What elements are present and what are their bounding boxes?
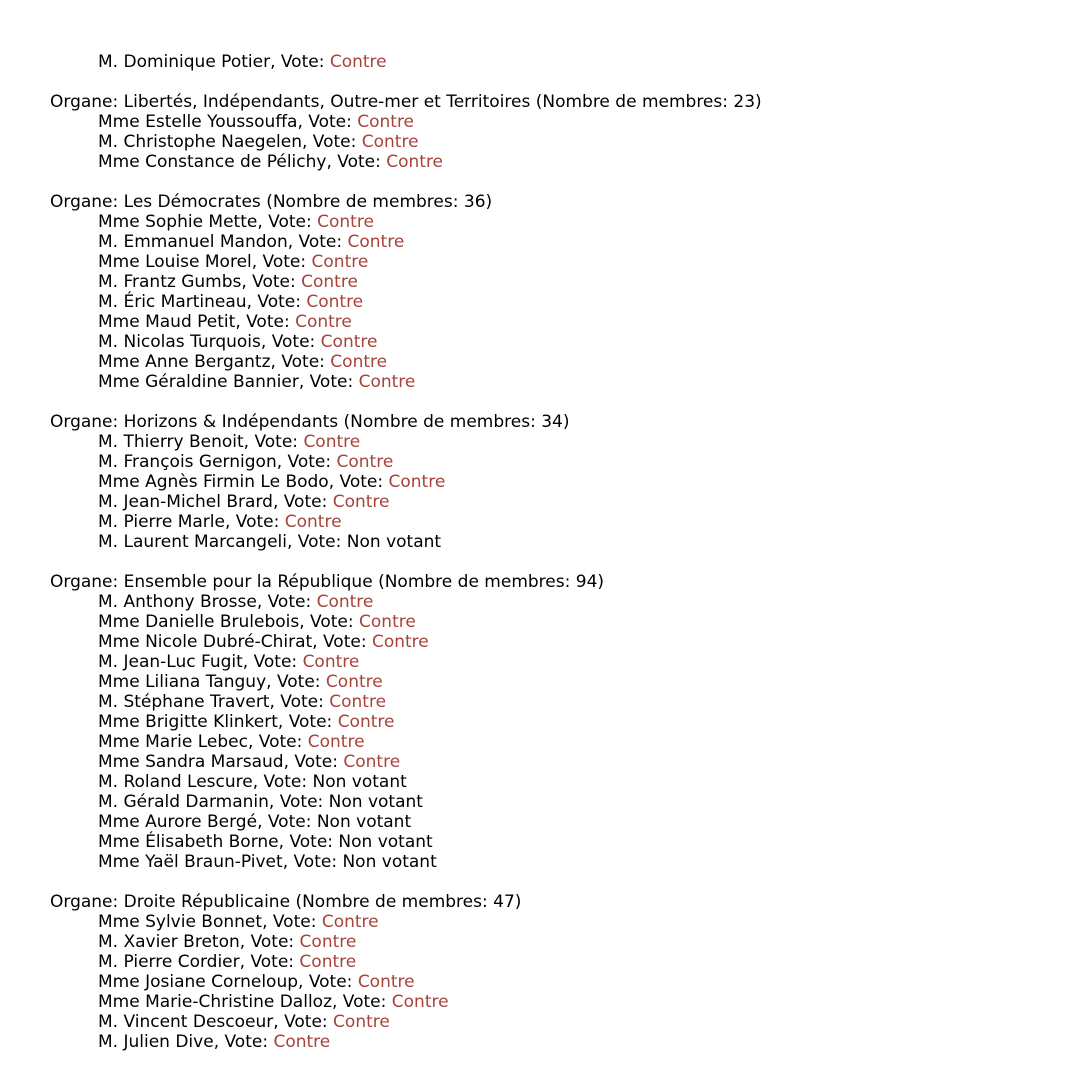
block-spacer — [50, 72, 1050, 92]
vote-contre: Contre — [361, 132, 419, 152]
vote-label: , Vote: — [251, 252, 312, 272]
member-count: 34 — [541, 412, 563, 432]
member-count: 23 — [733, 92, 756, 112]
vote-listing — [50, 52, 1050, 1052]
member-name: Mme Agnès Firmin Le Bodo — [98, 472, 329, 492]
vote-label: , Vote: — [260, 332, 321, 352]
vote-label: , Vote: — [256, 592, 317, 612]
vote-contre: Contre — [333, 1012, 390, 1032]
member-row — [50, 432, 1050, 452]
member-row — [50, 652, 1050, 672]
organe-label: Organe: — [50, 412, 124, 432]
member-count: 94 — [575, 572, 598, 592]
vote-label: , Vote: — [283, 752, 344, 772]
member-row — [50, 512, 1050, 532]
vote-contre: Contre — [330, 352, 388, 372]
member-name: M. Emmanuel Mandon — [98, 232, 288, 252]
vote-contre: Contre — [295, 312, 352, 332]
member-row — [50, 532, 1050, 552]
vote-non-votant: Non votant — [346, 532, 442, 552]
vote-label: , Vote: — [269, 692, 330, 712]
member-count-close: ) — [597, 572, 605, 592]
member-name: M. Dominique Potier — [98, 52, 271, 72]
member-name: Mme Constance de Pélichy — [98, 152, 327, 172]
vote-label: , Vote: — [246, 292, 307, 312]
vote-label: , Vote: — [298, 972, 358, 992]
vote-label: , Vote: — [247, 732, 308, 752]
member-row — [50, 632, 1050, 652]
vote-label: , Vote: — [277, 712, 338, 732]
member-name: M. Jean-Michel Brard — [98, 492, 273, 512]
vote-contre: Contre — [299, 932, 357, 952]
block-spacer — [50, 172, 1050, 192]
vote-label: , Vote: — [298, 372, 359, 392]
member-name: Mme Sandra Marsaud — [98, 752, 284, 772]
vote-label: , Vote: — [242, 652, 303, 672]
member-name: Mme Marie Lebec — [98, 732, 248, 752]
member-row — [50, 952, 1050, 972]
vote-label: , Vote: — [299, 612, 360, 632]
vote-contre: Contre — [329, 52, 387, 72]
member-name: M. Stéphane Travert — [98, 692, 270, 712]
vote-label: , Vote: — [328, 472, 389, 492]
member-row — [50, 292, 1050, 312]
vote-contre: Contre — [311, 252, 369, 272]
vote-contre: Contre — [386, 152, 444, 172]
organe-name: Horizons & Indépendants — [123, 412, 339, 432]
organe-block — [50, 412, 1050, 552]
member-name: Mme Sylvie Bonnet — [98, 912, 263, 932]
member-name: M. Pierre Cordier — [98, 952, 240, 972]
vote-contre: Contre — [306, 292, 364, 312]
member-name: M. François Gernigon — [98, 452, 277, 472]
vote-contre: Contre — [343, 752, 401, 772]
vote-label: , Vote: — [257, 812, 317, 832]
vote-contre: Contre — [320, 332, 378, 352]
organe-block — [50, 92, 1050, 172]
vote-label: , Vote: — [241, 272, 302, 292]
block-spacer — [50, 552, 1050, 572]
vote-label: , Vote: — [243, 432, 304, 452]
member-count-label: (Nombre de membres: — [372, 572, 576, 592]
vote-label: , Vote: — [332, 992, 392, 1012]
vote-contre: Contre — [284, 512, 342, 532]
vote-label: , Vote: — [262, 912, 322, 932]
member-count-close: ) — [485, 192, 493, 212]
member-row — [50, 312, 1050, 332]
vote-contre: Contre — [332, 492, 390, 512]
member-row — [50, 332, 1050, 352]
vote-contre: Contre — [357, 972, 415, 992]
member-name: M. Pierre Marle — [98, 512, 225, 532]
member-name: M. Anthony Brosse — [98, 592, 257, 612]
member-name: Mme Élisabeth Borne — [98, 832, 279, 852]
member-row — [50, 972, 1050, 992]
vote-contre: Contre — [299, 952, 357, 972]
vote-label: , Vote: — [266, 672, 326, 692]
vote-contre: Contre — [302, 652, 360, 672]
member-row — [50, 592, 1050, 612]
organe-block — [50, 892, 1050, 1052]
vote-contre: Contre — [336, 452, 394, 472]
organe-header — [50, 92, 1050, 112]
vote-non-votant: Non votant — [328, 792, 423, 812]
member-row — [50, 352, 1050, 372]
vote-contre: Contre — [347, 232, 405, 252]
member-name: M. Laurent Marcangeli — [98, 532, 287, 552]
member-row — [50, 492, 1050, 512]
vote-contre: Contre — [273, 1032, 331, 1052]
vote-label: , Vote: — [301, 132, 362, 152]
member-row — [50, 712, 1050, 732]
member-row — [50, 52, 1050, 72]
member-name: Mme Marie-Christine Dalloz — [98, 992, 332, 1012]
member-row — [50, 1032, 1050, 1052]
organe-header — [50, 892, 1050, 912]
vote-label: , Vote: — [224, 512, 285, 532]
member-name: Mme Nicole Dubré-Chirat — [98, 632, 313, 652]
member-row — [50, 272, 1050, 292]
member-name: Mme Louise Morel — [98, 252, 252, 272]
member-name: Mme Aurore Bergé — [98, 812, 258, 832]
member-name: M. Jean-Luc Fugit — [98, 652, 243, 672]
vote-contre: Contre — [329, 692, 387, 712]
member-count-close: ) — [514, 892, 522, 912]
member-name: Mme Brigitte Klinkert — [98, 712, 278, 732]
member-count-label: (Nombre de membres: — [338, 412, 542, 432]
member-row — [50, 232, 1050, 252]
vote-contre: Contre — [317, 212, 374, 232]
vote-label: , Vote: — [326, 152, 387, 172]
organe-block — [50, 192, 1050, 392]
vote-contre: Contre — [303, 432, 361, 452]
vote-contre: Contre — [357, 112, 415, 132]
organe-label: Organe: — [50, 892, 124, 912]
member-row — [50, 112, 1050, 132]
member-count-close: ) — [562, 412, 570, 432]
vote-non-votant: Non votant — [316, 812, 412, 832]
member-count: 47 — [493, 892, 515, 912]
member-name: M. Frantz Gumbs — [98, 272, 242, 292]
member-name: M. Gérald Darmanin — [98, 792, 269, 812]
member-row — [50, 152, 1050, 172]
vote-non-votant: Non votant — [342, 852, 437, 872]
vote-contre: Contre — [391, 992, 449, 1012]
vote-label: , Vote: — [239, 932, 300, 952]
member-name: Mme Josiane Corneloup — [98, 972, 299, 992]
member-name: Mme Anne Bergantz — [98, 352, 271, 372]
organe-block — [50, 52, 1050, 72]
vote-contre: Contre — [321, 912, 379, 932]
vote-label: , Vote: — [239, 952, 300, 972]
vote-contre: Contre — [325, 672, 383, 692]
organe-name: Libertés, Indépendants, Outre-mer et Territoires — [123, 92, 531, 112]
member-row — [50, 612, 1050, 632]
block-spacer — [50, 872, 1050, 892]
vote-label: , Vote: — [297, 112, 358, 132]
organe-header — [50, 412, 1050, 432]
vote-contre: Contre — [371, 632, 429, 652]
vote-label: , Vote: — [270, 352, 331, 372]
member-row — [50, 132, 1050, 152]
member-row — [50, 752, 1050, 772]
vote-label: , Vote: — [282, 852, 343, 872]
vote-label: , Vote: — [287, 532, 347, 552]
member-row — [50, 992, 1050, 1012]
organe-block — [50, 572, 1050, 872]
member-name: Mme Estelle Youssouffa — [98, 112, 298, 132]
member-name: Mme Maud Petit — [98, 312, 236, 332]
vote-label: , Vote: — [272, 492, 333, 512]
organe-name: Ensemble pour la République — [123, 572, 373, 592]
member-name: Mme Liliana Tanguy — [98, 672, 267, 692]
member-name: M. Vincent Descoeur — [98, 1012, 274, 1032]
vote-contre: Contre — [388, 472, 446, 492]
member-row — [50, 852, 1050, 872]
member-name: Mme Sophie Mette — [98, 212, 258, 232]
member-row — [50, 772, 1050, 792]
member-row — [50, 832, 1050, 852]
member-name: Mme Géraldine Bannier — [98, 372, 299, 392]
member-row — [50, 452, 1050, 472]
organe-label: Organe: — [50, 192, 124, 212]
member-name: M. Roland Lescure — [98, 772, 253, 792]
member-row — [50, 1012, 1050, 1032]
member-name: M. Nicolas Turquois — [98, 332, 261, 352]
member-row — [50, 252, 1050, 272]
vote-contre: Contre — [301, 272, 358, 292]
vote-label: , Vote: — [276, 452, 337, 472]
organe-name: Les Démocrates — [123, 192, 261, 212]
member-row — [50, 932, 1050, 952]
organe-header — [50, 192, 1050, 212]
organe-header — [50, 572, 1050, 592]
vote-label: , Vote: — [257, 212, 318, 232]
member-row — [50, 672, 1050, 692]
member-row — [50, 212, 1050, 232]
vote-label: , Vote: — [235, 312, 296, 332]
member-count-close: ) — [755, 92, 762, 112]
block-spacer — [50, 392, 1050, 412]
organe-label: Organe: — [50, 572, 124, 592]
member-row — [50, 912, 1050, 932]
member-count-label: (Nombre de membres: — [290, 892, 494, 912]
member-name: M. Thierry Benoit — [98, 432, 244, 452]
vote-label: , Vote: — [268, 792, 329, 812]
member-row — [50, 812, 1050, 832]
member-row — [50, 692, 1050, 712]
member-name: M. Christophe Naegelen — [98, 132, 302, 152]
member-name: Mme Danielle Brulebois — [98, 612, 300, 632]
member-count-label: (Nombre de membres: — [530, 92, 734, 112]
member-count-label: (Nombre de membres: — [260, 192, 464, 212]
member-name: M. Xavier Breton — [98, 932, 240, 952]
vote-label: , Vote: — [273, 1012, 334, 1032]
member-name: M. Éric Martineau — [98, 292, 247, 312]
vote-label: , Vote: — [252, 772, 313, 792]
organe-name: Droite Républicaine — [123, 892, 291, 912]
vote-label: , Vote: — [312, 632, 372, 652]
vote-contre: Contre — [307, 732, 365, 752]
vote-label: , Vote: — [287, 232, 348, 252]
member-row — [50, 792, 1050, 812]
vote-contre: Contre — [337, 712, 395, 732]
vote-label: , Vote: — [278, 832, 339, 852]
member-row — [50, 732, 1050, 752]
vote-contre: Contre — [358, 372, 416, 392]
vote-label: , Vote: — [213, 1032, 274, 1052]
vote-non-votant: Non votant — [312, 772, 407, 792]
vote-contre: Contre — [316, 592, 374, 612]
member-name: M. Julien Dive — [98, 1032, 214, 1052]
member-row — [50, 372, 1050, 392]
vote-label: , Vote: — [270, 52, 330, 72]
vote-contre: Contre — [359, 612, 416, 632]
vote-non-votant: Non votant — [338, 832, 433, 852]
member-count: 36 — [463, 192, 486, 212]
member-row — [50, 472, 1050, 492]
member-name: Mme Yaël Braun-Pivet — [98, 852, 283, 872]
organe-label: Organe: — [50, 92, 124, 112]
